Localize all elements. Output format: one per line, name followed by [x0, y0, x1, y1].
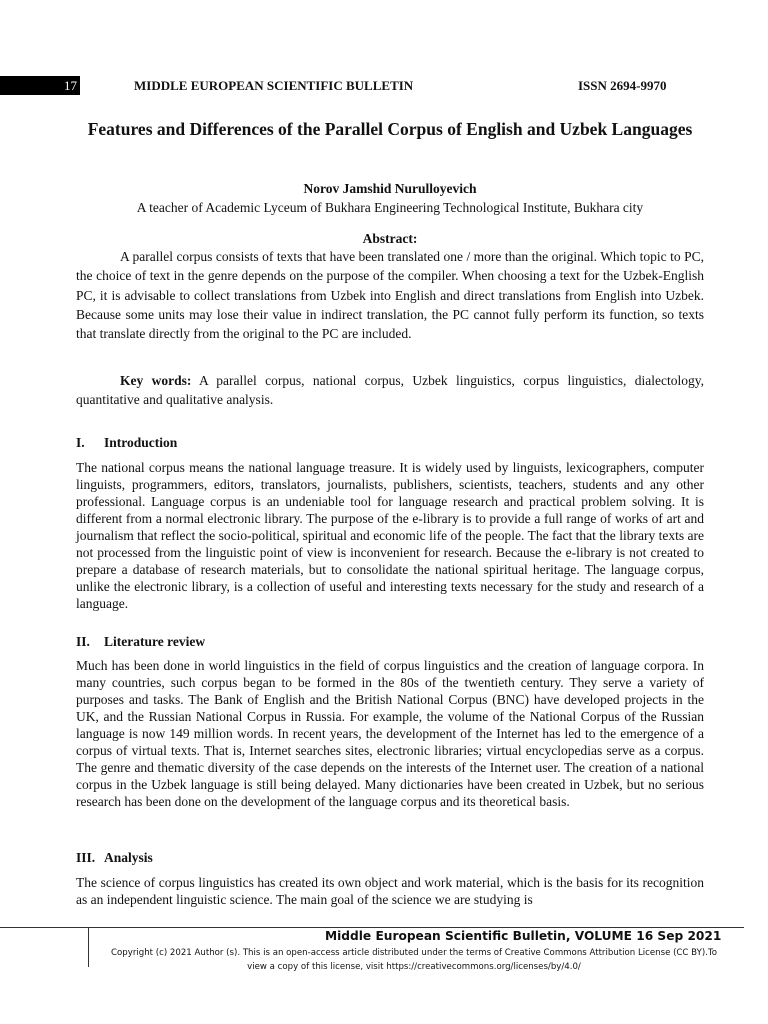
section-number: III.	[76, 850, 96, 865]
section-number: I.	[76, 435, 85, 450]
section-title: Literature review	[104, 634, 206, 649]
author-name: Norov Jamshid Nurulloyevich	[303, 181, 477, 196]
keywords	[76, 371, 704, 410]
author-affiliation: A teacher of Academic Lyceum of Bukhara Engineering Technological Institute, Bukhara city	[136, 200, 644, 215]
keywords-label: Key words:	[120, 373, 192, 388]
page-number: 17	[64, 78, 77, 93]
section-heading-literature-review	[76, 633, 205, 651]
footer-vertical-divider	[88, 927, 89, 967]
section-body-analysis: The science of corpus linguistics has created its own object and work material, which is the basis for its recognition as an independent linguistic science. The main goal of the science we are studying is	[76, 875, 704, 907]
article-title: Features and Differences of the Parallel Corpus of English and Uzbek Languages	[87, 119, 693, 139]
footer-bulletin: Middle European Scientific Bulletin, VOLUME 16 Sep 2021	[325, 929, 722, 943]
section-heading-introduction	[76, 434, 177, 452]
section-heading-analysis	[76, 849, 153, 867]
section-body-introduction: The national corpus means the national language treasure. It is widely used by linguists, lexicographers, computer linguists, programmers, editors, translators, journalists, publishers, scientists, teachers, students and any other professional. Language corpus is an undeniable tool for language research and practical problem solving. It is different from a normal electronic library. The purpose of the e-library is to provide a full range of works of art and journalism that reflect the socio-political, spiritual and economic life of the people. The fact that the library texts are not processed from the linguistic point of view is inconvenient for research. Because the e-library is not created to prepare a database of research materials, but to consolidate the national spiritual heritage. The language corpus, unlike the electronic library, is a collection of useful and interesting texts necessary for the study and research of a language.	[76, 460, 704, 611]
section-body-literature-review: Much has been done in world linguistics in the field of corpus linguistics and the creation of language corpora. In many countries, such corpus began to be formed in the 80s of the twentieth century. They serve a variety of purposes and tasks. The Bank of English and the British National Corpus (BNC) have developed projects in the UK, and the Russian National Corpus in Russia. For example, the volume of the National Corpus of the Russian language is now 149 million words. In recent years, the development of the Internet has led to the emergence of a corpus of virtual texts. That is, Internet searches sites, electronic libraries; virtual encyclopedias serve as a corpus. The genre and thematic diversity of the case depends on the interests of the Internet user. The creation of a national corpus in the Uzbek language is still being delayed. Many dictionaries have been created in Uzbek, but no serious research has been done on the development of the language corpus and its theoretical basis.	[76, 658, 704, 809]
issn: ISSN 2694-9970	[578, 78, 667, 93]
abstract-heading: Abstract:	[362, 231, 418, 246]
keywords-text: A parallel corpus, national corpus, Uzbek linguistics, corpus linguistics, dialectology, quantitative and qualitative analysis.	[76, 373, 704, 408]
journal-name: MIDDLE EUROPEAN SCIENTIFIC BULLETIN	[134, 78, 414, 93]
section-title: Introduction	[104, 435, 178, 450]
footer-copyright: Copyright (c) 2021 Author (s). This is an open-access article distributed under the terms of Creative Commons Attribution License (CC BY).To view a copy of this license, visit https://creativecommons.org/licenses/by/4.0/	[111, 948, 717, 972]
section-title: Analysis	[104, 850, 153, 865]
section-number: II.	[76, 634, 90, 649]
abstract-text: A parallel corpus consists of texts that have been translated one / more than the original. Which topic to PC, the choice of text in the genre depends on the purpose of the compiler. When choosing a text for the Uzbek-English PC, it is advisable to collect translations from Uzbek into English and direct translations from English into Uzbek. Because some units may lose their value in indirect translation, the PC cannot fully perform its function, so texts that translate directly from the original to the PC are included.	[76, 249, 704, 342]
